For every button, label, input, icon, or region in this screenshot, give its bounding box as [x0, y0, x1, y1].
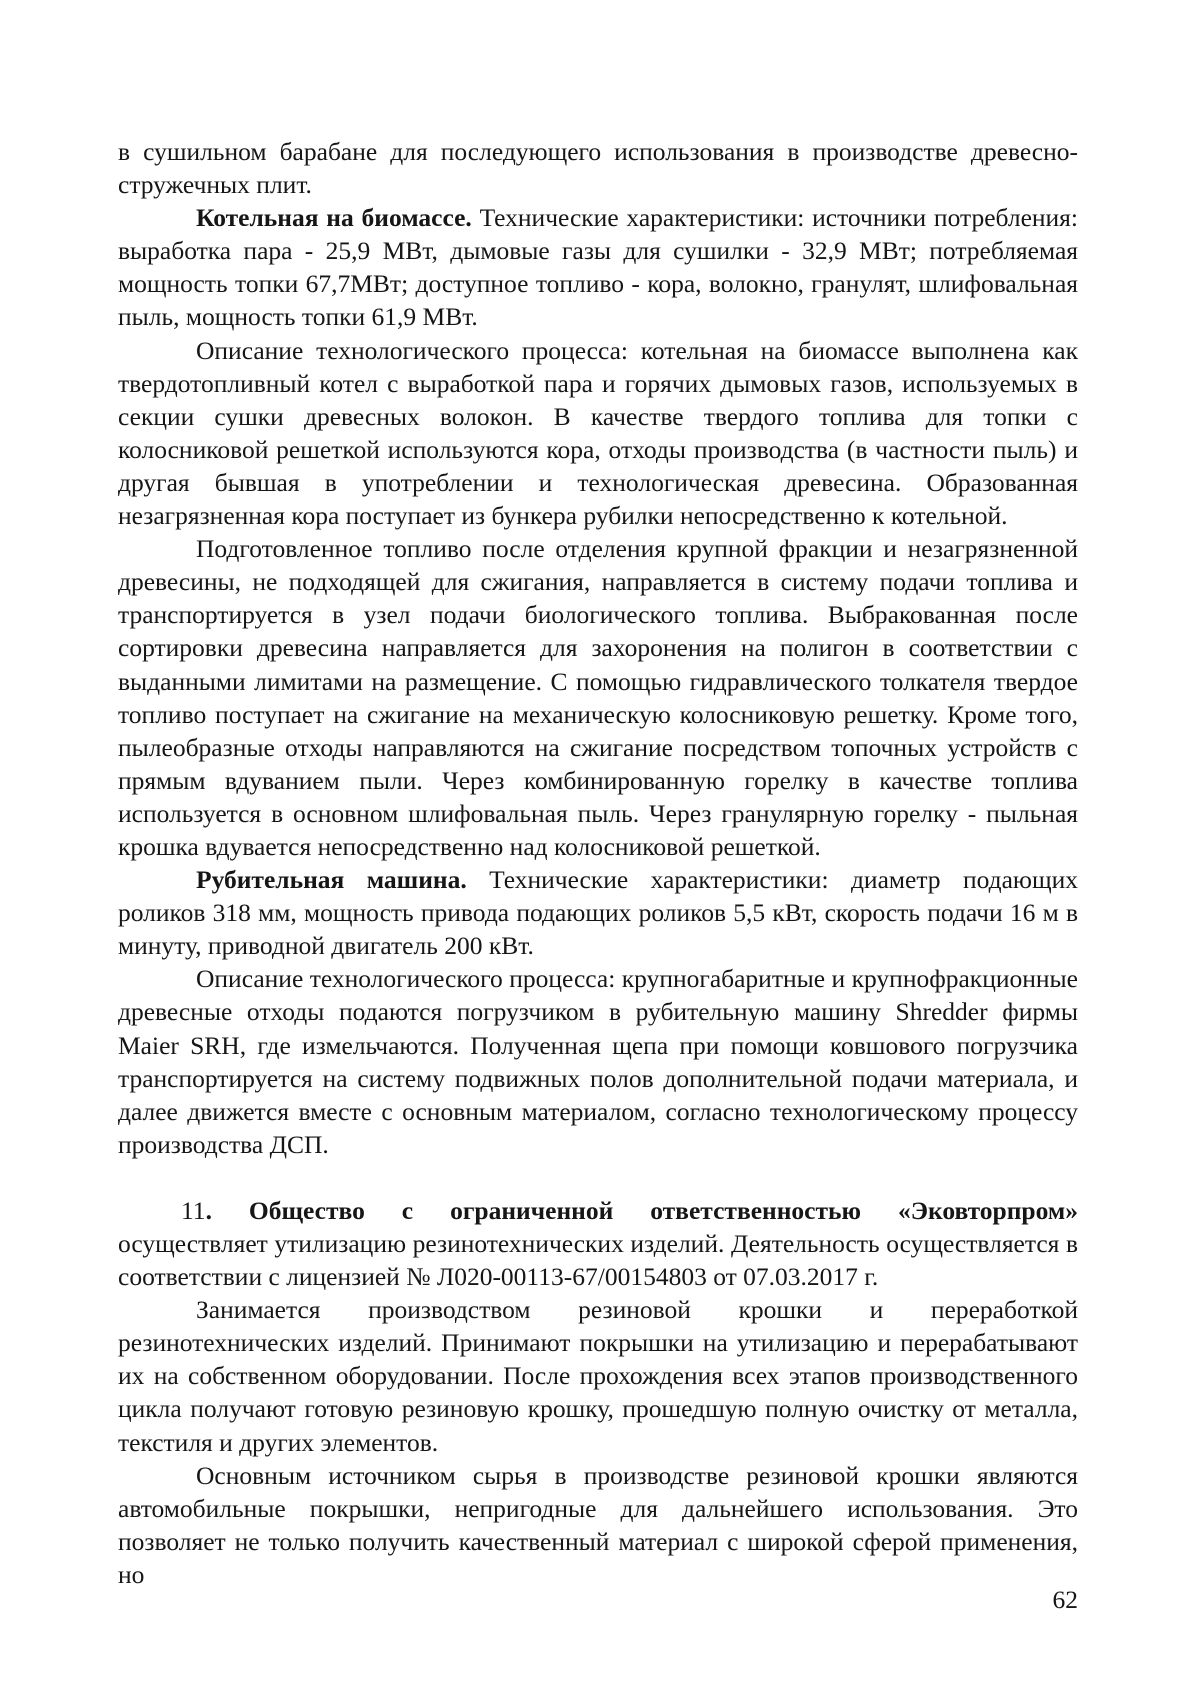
paragraph-chipper: [118, 863, 1078, 962]
item-number: 11: [181, 1195, 206, 1225]
section-heading-chipper: Рубительная машина.: [196, 865, 467, 895]
paragraph-text: Занимается производством резиновой крошки и переработкой резинотехнических изделий. Принимают покрышки на утилизацию и перерабатывают их на собственном оборудовании. После прохождения всех этапов производственного цикла получают готовую резиновую крошку, прошедшую полную очистку от металла, текстиля и других элементов.: [118, 1295, 1078, 1457]
paragraph-boiler-process: [118, 334, 1078, 533]
paragraph-company: [118, 1194, 1078, 1293]
paragraph-text: Подготовленное топливо после отделения крупной фракции и незагрязненной древесины, не подходящей для сжигания, направляется в систему подачи топлива и транспортируется в узел подачи биологического топлива. Выбракованная после сортировки древесина направляется для захоронения на полигон в соответствии с выданными лимитами на размещение. С помощью гидравлического толкателя твердое топливо поступает на сжигание на механическую колосниковую решетку. Кроме того, пылеобразные отходы направляются на сжигание посредством топочных устройств с прямым вдуванием пыли. Через комбинированную горелку в качестве топлива используется в основном шлифовальная пыль. Через гранулярную горелку - пыльная крошка вдувается непосредственно над колосниковой решеткой.: [118, 534, 1078, 861]
section-heading-boiler: Котельная на биомассе.: [196, 203, 472, 233]
paragraph-chipper-process: [118, 962, 1078, 1161]
company-heading: . Общество с ограниченной ответственностью «Эковторпром»: [205, 1195, 1078, 1225]
paragraph-text: Технические характеристики: диаметр подающих роликов 318 мм, мощность привода подающих роликов 5,5 кВт, скорость подачи 16 м в минуту, приводной двигатель 200 кВт.: [118, 865, 1078, 961]
paragraph-text: Технические характеристики: источники потребления: выработка пара - 25,9 МВт, дымовые газы для сушилки - 32,9 МВт; потребляемая мощность топки 67,7МВт; доступное топливо - кора, волокно, гранулят, шлифовальная пыль, мощность топки 61,9 МВт.: [118, 203, 1078, 332]
document-body: [118, 135, 1078, 1591]
paragraph-raw-material: [118, 1459, 1078, 1591]
page-number: 62: [1052, 1585, 1078, 1614]
paragraph-text: в сушильном барабане для последующего использования в производстве древесно-стружечных плит.: [118, 137, 1078, 200]
paragraph-company-activity: [118, 1293, 1078, 1458]
paragraph-continuation: [118, 135, 1078, 201]
paragraph-boiler: [118, 201, 1078, 333]
paragraph-fuel: [118, 532, 1078, 863]
paragraph-text: Описание технологического процесса: котельная на биомассе выполнена как твердотопливный котел с выработкой пара и горячих дымовых газов, используемых в секции сушки древесных волокон. В качестве твердого топлива для топки с колосниковой решеткой используются кора, отходы производства (в частности пыль) и другая бывшая в употреблении и технологическая древесина. Образованная незагрязненная кора поступает из бункера рубилки непосредственно к котельной.: [118, 335, 1078, 531]
paragraph-text: Основным источником сырья в производстве резиновой крошки являются автомобильные покрышки, непригодные для дальнейшего использования. Это позволяет не только получить качественный материал с широкой сферой применения, но: [118, 1460, 1078, 1589]
paragraph-text: осуществляет утилизацию резинотехнических изделий. Деятельность осуществляется в соответствии с лицензией № Л020-00113-67/00154803 от 07.03.2017 г.: [118, 1229, 1078, 1292]
paragraph-text: Описание технологического процесса: крупногабаритные и крупнофракционные древесные отходы подаются погрузчиком в рубительную машину Shredder фирмы Maier SRH, где измельчаются. Полученная щепа при помощи ковшового погрузчика транспортируется на систему подвижных полов дополнительной подачи материала, и далее движется вместе с основным материалом, согласно технологическому процессу производства ДСП.: [118, 964, 1078, 1159]
